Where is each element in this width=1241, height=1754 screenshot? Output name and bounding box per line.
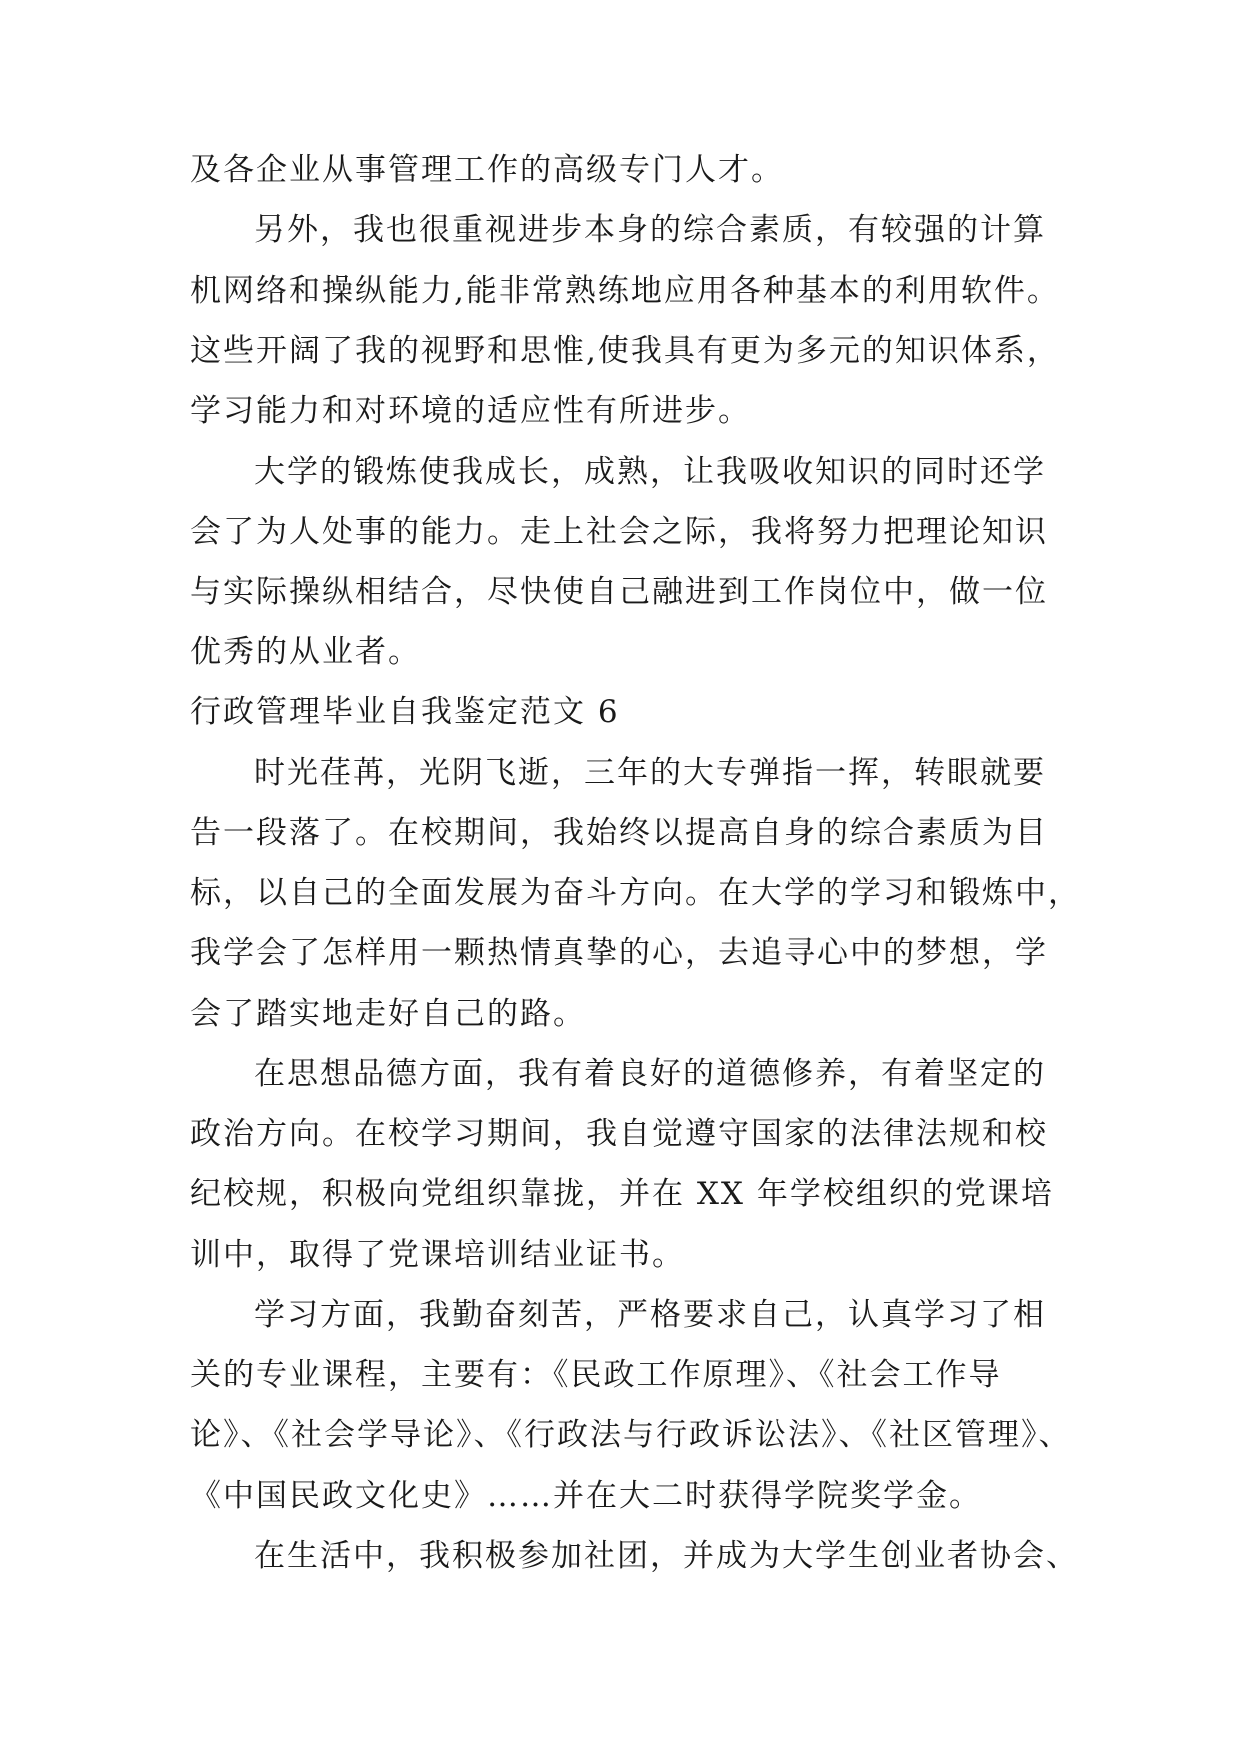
text-line: 与实际操纵相结合，尽快使自己融进到工作岗位中，做一位 bbox=[190, 574, 1048, 610]
text-line: 会了为人处事的能力。走上社会之际，我将努力把理论知识 bbox=[190, 514, 1048, 550]
text-line: 关的专业课程，主要有：《民政工作原理》、《社会工作导 bbox=[190, 1357, 1002, 1393]
text-line: 及各企业从事管理工作的高级专门人才。 bbox=[190, 152, 784, 188]
text-line: 这些开阔了我的视野和思惟,使我具有更为多元的知识体系， bbox=[190, 333, 1060, 369]
text-line: 时光荏苒，光阴飞逝，三年的大专弹指一挥，转眼就要 bbox=[254, 755, 1046, 791]
text-line: 机网络和操纵能力,能非常熟练地应用各种基本的利用软件。 bbox=[190, 273, 1060, 309]
text-line: 在生活中，我积极参加社团，并成为大学生创业者协会、 bbox=[254, 1538, 1079, 1574]
text-line: 优秀的从业者。 bbox=[190, 634, 421, 670]
text-line: 论》、《社会学导论》、《行政法与行政诉讼法》、《社区管理》、 bbox=[190, 1417, 1072, 1453]
text-line: 标，以自己的全面发展为奋斗方向。在大学的学习和锻炼中， bbox=[190, 875, 1081, 911]
text-line: 大学的锻炼使我成长，成熟，让我吸收知识的同时还学 bbox=[254, 454, 1046, 490]
text-line: 学习方面，我勤奋刻苦，严格要求自己，认真学习了相 bbox=[254, 1297, 1046, 1333]
text-line: 告一段落了。在校期间，我始终以提高自身的综合素质为目 bbox=[190, 815, 1048, 851]
text-line: 另外，我也很重视进步本身的综合素质，有较强的计算 bbox=[254, 212, 1046, 248]
text-line: 《中国民政文化史》……并在大二时获得学院奖学金。 bbox=[190, 1478, 982, 1514]
text-line: 学习能力和对环境的适应性有所进步。 bbox=[190, 393, 751, 429]
text-line: 会了踏实地走好自己的路。 bbox=[190, 996, 586, 1032]
text-line: 政治方向。在校学习期间，我自觉遵守国家的法律法规和校 bbox=[190, 1116, 1048, 1152]
section-heading: 行政管理毕业自我鉴定范文 6 bbox=[190, 694, 620, 730]
text-line: 我学会了怎样用一颗热情真挚的心，去追寻心中的梦想，学 bbox=[190, 935, 1048, 971]
text-line: 训中，取得了党课培训结业证书。 bbox=[190, 1237, 685, 1273]
text-line: 纪校规，积极向党组织靠拢，并在 XX 年学校组织的党课培 bbox=[190, 1176, 1054, 1212]
text-line: 在思想品德方面，我有着良好的道德修养，有着坚定的 bbox=[254, 1056, 1046, 1092]
